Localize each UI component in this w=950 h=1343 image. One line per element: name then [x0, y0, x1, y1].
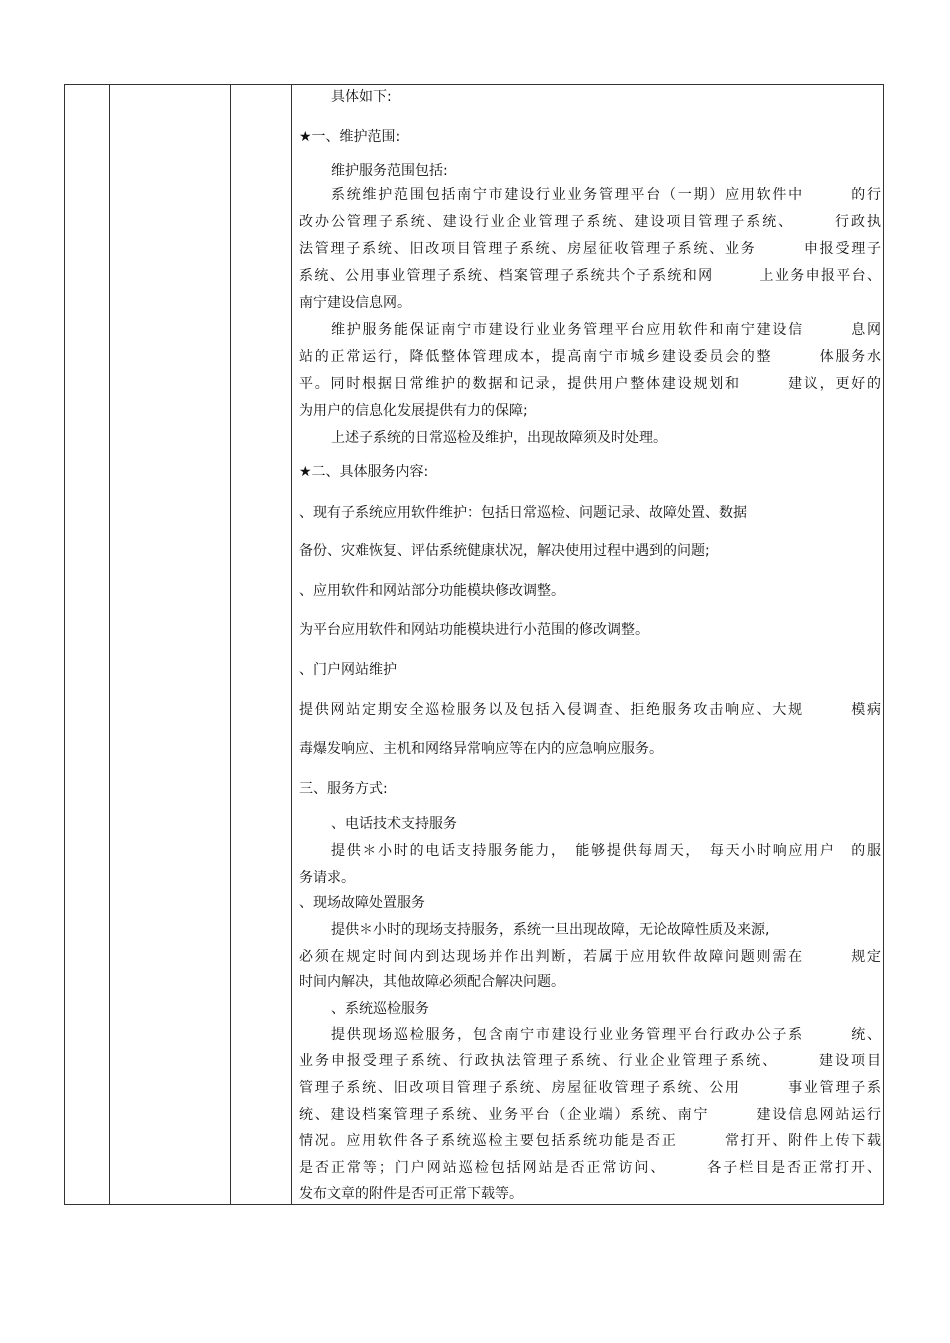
text-line: 站的正常运行，降低整体管理成本，提高南宁市城乡建设委员会的整 体服务水	[299, 349, 881, 365]
text-line: 系统、公用事业管理子系统、档案管理子系统共个子系统和网 上业务申报平台、	[299, 268, 881, 284]
text-line: 备份、灾难恢复、评估系统健康状况，解决使用过程中遇到的问题;	[299, 543, 710, 559]
text-line: 提供＊小时的现场支持服务，系统一旦出现故障，无论故障性质及来源,	[331, 922, 770, 938]
text-line: 平。同时根据日常维护的数据和记录，提供用户整体建设规划和 建议，更好的	[299, 376, 881, 392]
text-line: 管理子系统、旧改项目管理子系统、房屋征收管理子系统、公用 事业管理子系	[299, 1080, 881, 1096]
text-line: 维护服务范围包括:	[331, 163, 448, 179]
text-line: 具体如下:	[331, 89, 392, 105]
text-line: 是否正常等；门户网站巡检包括网站是否正常访问、 各子栏目是否正常打开、	[299, 1160, 881, 1176]
text-line: 、系统巡检服务	[331, 1001, 429, 1017]
text-line: 时间内解决，其他故障必须配合解决问题。	[299, 974, 565, 990]
text-line: 改办公管理子系统、建设行业企业管理子系统、建设项目管理子系统、 行政执	[299, 214, 881, 230]
text-line: 必须在规定时间内到达现场并作出判断，若属于应用软件故障问题则需在 规定	[299, 949, 881, 965]
column-divider-2	[230, 85, 231, 1204]
text-line: 为平台应用软件和网站功能模块进行小范围的修改调整。	[299, 622, 649, 638]
text-line: 法管理子系统、旧改项目管理子系统、房屋征收管理子系统、业务 申报受理子	[299, 241, 881, 257]
text-line: ★一、维护范围:	[299, 129, 401, 145]
text-line: 情况。应用软件各子系统巡检主要包括系统功能是否正 常打开、附件上传下载	[299, 1133, 881, 1149]
text-line: 提供＊小时的电话支持服务能力， 能够提供每周天， 每天小时响应用户 的服	[331, 843, 881, 859]
specification-cell	[291, 84, 881, 1205]
text-line: 系统维护范围包括南宁市建设行业业务管理平台（一期）应用软件中 的行	[331, 187, 881, 203]
text-line: 毒爆发响应、主机和网络异常响应等在内的应急响应服务。	[299, 741, 663, 757]
column-divider-1	[109, 85, 110, 1204]
text-line: 、应用软件和网站部分功能模块修改调整。	[299, 583, 565, 599]
text-line: 统、建设档案管理子系统、业务平台（企业端）系统、南宁 建设信息网站运行	[299, 1107, 881, 1123]
text-line: 业务申报受理子系统、行政执法管理子系统、行业企业管理子系统、 建设项目	[299, 1053, 881, 1069]
text-line: 南宁建设信息网。	[299, 295, 411, 311]
text-line: 提供网站定期安全巡检服务以及包括入侵调查、拒绝服务攻击响应、大规 模病	[299, 702, 881, 718]
text-line: 维护服务能保证南宁市建设行业业务管理平台应用软件和南宁建设信 息网	[331, 322, 881, 338]
text-line: 、电话技术支持服务	[331, 816, 457, 832]
text-line: 上述子系统的日常巡检及维护，出现故障须及时处理。	[331, 430, 667, 446]
text-line: 、现有子系统应用软件维护：包括日常巡检、问题记录、故障处置、数据	[299, 505, 747, 521]
text-line: 提供现场巡检服务，包含南宁市建设行业业务管理平台行政办公子系 统、	[331, 1027, 881, 1043]
text-line: 务请求。	[299, 870, 355, 886]
text-line: 为用户的信息化发展提供有力的保障;	[299, 403, 528, 419]
text-line: 、门户网站维护	[299, 662, 397, 678]
text-line: 三、服务方式:	[299, 781, 388, 797]
text-line: 、现场故障处置服务	[299, 895, 425, 911]
text-line: ★二、具体服务内容:	[299, 464, 429, 480]
text-line: 发布文章的附件是否可正常下载等。	[299, 1186, 523, 1202]
